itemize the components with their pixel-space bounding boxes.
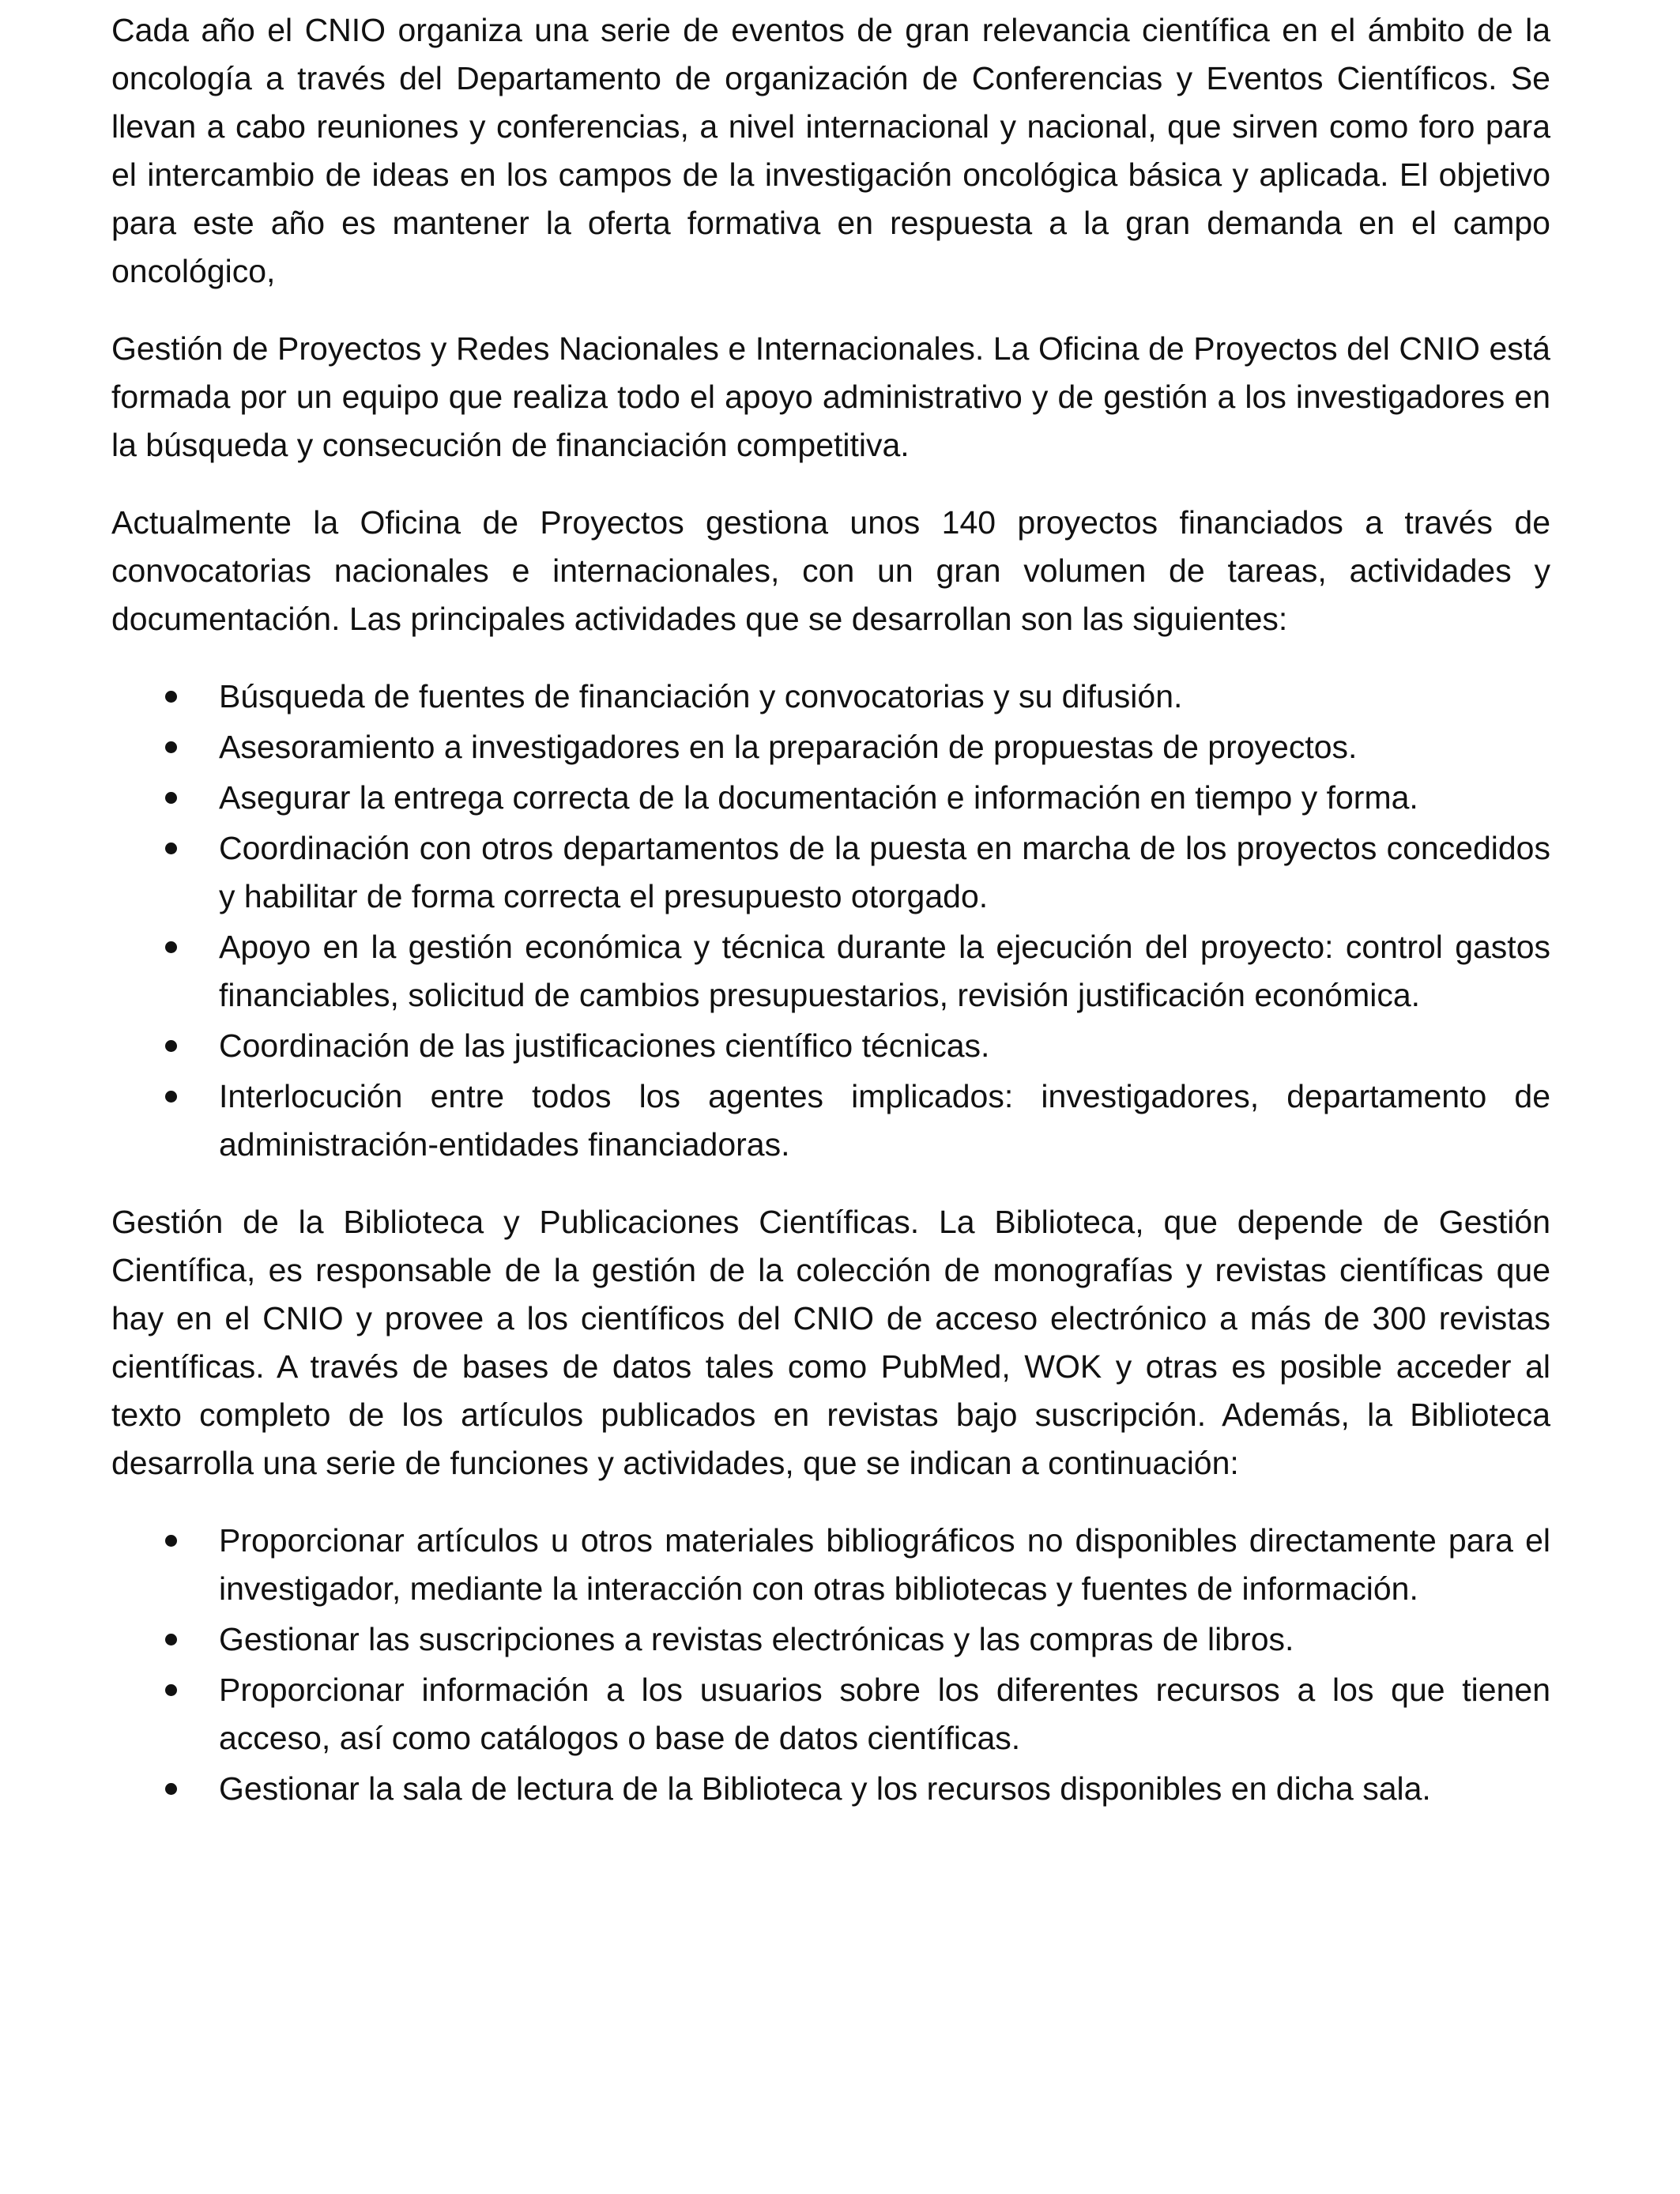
list-item-text: Proporcionar información a los usuarios sobre los diferentes recursos a los que tienen acceso, así como catálogos o base de datos científicas.	[219, 1672, 1550, 1756]
list-item	[111, 1615, 1550, 1664]
list-item-text: Asegurar la entrega correcta de la documentación e información en tiempo y forma.	[219, 779, 1418, 816]
bullet-icon	[165, 1684, 177, 1696]
bullet-icon	[165, 1091, 177, 1103]
bullet-icon	[165, 941, 177, 953]
list-item	[111, 1765, 1550, 1813]
list-item	[111, 673, 1550, 721]
bullet-icon	[165, 843, 177, 854]
document-page	[111, 6, 1550, 1842]
list-item	[111, 824, 1550, 921]
list-item	[111, 1072, 1550, 1169]
bullet-icon	[165, 1783, 177, 1795]
bullet-icon	[165, 1634, 177, 1646]
list-item	[111, 774, 1550, 822]
bullet-icon	[165, 691, 177, 703]
library-activities-list	[111, 1517, 1550, 1813]
list-item-text: Gestionar la sala de lectura de la Biblioteca y los recursos disponibles en dicha sala.	[219, 1770, 1431, 1807]
bullet-icon	[165, 1535, 177, 1547]
paragraph-projects-activities-intro: Actualmente la Oficina de Proyectos gestiona unos 140 proyectos financiados a través de convocatorias nacionales e internacionales, con un gran volumen de tareas, actividades y documentación. Las principales actividades que se desarrollan son las siguientes:	[111, 504, 1550, 637]
list-item	[111, 923, 1550, 1020]
list-item-text: Coordinación de las justificaciones científico técnicas.	[219, 1027, 990, 1064]
list-item	[111, 723, 1550, 771]
paragraph-library: Gestión de la Biblioteca y Publicaciones Científicas. La Biblioteca, que depende de Gestión Científica, es responsable de la gestión de la colección de monografías y revistas científicas que hay en el CNIO y provee a los científicos del CNIO de acceso electrónico a más de 300 revistas científicas. A través de bases de datos tales como PubMed, WOK y otras es posible acceder al texto completo de los artículos publicados en revistas bajo suscripción. Además, la Biblioteca desarrolla una serie de funciones y actividades, que se indican a continuación:	[111, 1204, 1550, 1481]
list-item	[111, 1517, 1550, 1613]
list-item-text: Búsqueda de fuentes de financiación y convocatorias y su difusión.	[219, 678, 1183, 714]
list-item-text: Proporcionar artículos u otros materiales bibliográficos no disponibles directamente para el investigador, mediante la interacción con otras bibliotecas y fuentes de información.	[219, 1522, 1550, 1607]
list-item-text: Gestionar las suscripciones a revistas electrónicas y las compras de libros.	[219, 1621, 1294, 1657]
list-item	[111, 1666, 1550, 1762]
list-item	[111, 1022, 1550, 1070]
list-item-text: Apoyo en la gestión económica y técnica durante la ejecución del proyecto: control gastos financiables, solicitud de cambios presupuestarios, revisión justificación económica.	[219, 929, 1550, 1013]
paragraph-projects-office: Gestión de Proyectos y Redes Nacionales e Internacionales. La Oficina de Proyectos del CNIO está formada por un equipo que realiza todo el apoyo administrativo y de gestión a los investigadores en la búsqueda y consecución de financiación competitiva.	[111, 330, 1550, 463]
bullet-icon	[165, 1040, 177, 1052]
list-item-text: Interlocución entre todos los agentes implicados: investigadores, departamento de administración-entidades financiadoras.	[219, 1078, 1550, 1163]
bullet-icon	[165, 741, 177, 753]
list-item-text: Asesoramiento a investigadores en la preparación de propuestas de proyectos.	[219, 729, 1358, 765]
paragraph-conferences: Cada año el CNIO organiza una serie de eventos de gran relevancia científica en el ámbito de la oncología a través del Departamento de organización de Conferencias y Eventos Científicos. Se llevan a cabo reuniones y conferencias, a nivel internacional y nacional, que sirven como foro para el intercambio de ideas en los campos de la investigación oncológica básica y aplicada. El objetivo para este año es mantener la oferta formativa en respuesta a la gran demanda en el campo oncológico,	[111, 12, 1550, 289]
project-activities-list	[111, 673, 1550, 1169]
bullet-icon	[165, 792, 177, 804]
list-item-text: Coordinación con otros departamentos de la puesta en marcha de los proyectos concedidos y habilitar de forma correcta el presupuesto otorgado.	[219, 830, 1550, 914]
